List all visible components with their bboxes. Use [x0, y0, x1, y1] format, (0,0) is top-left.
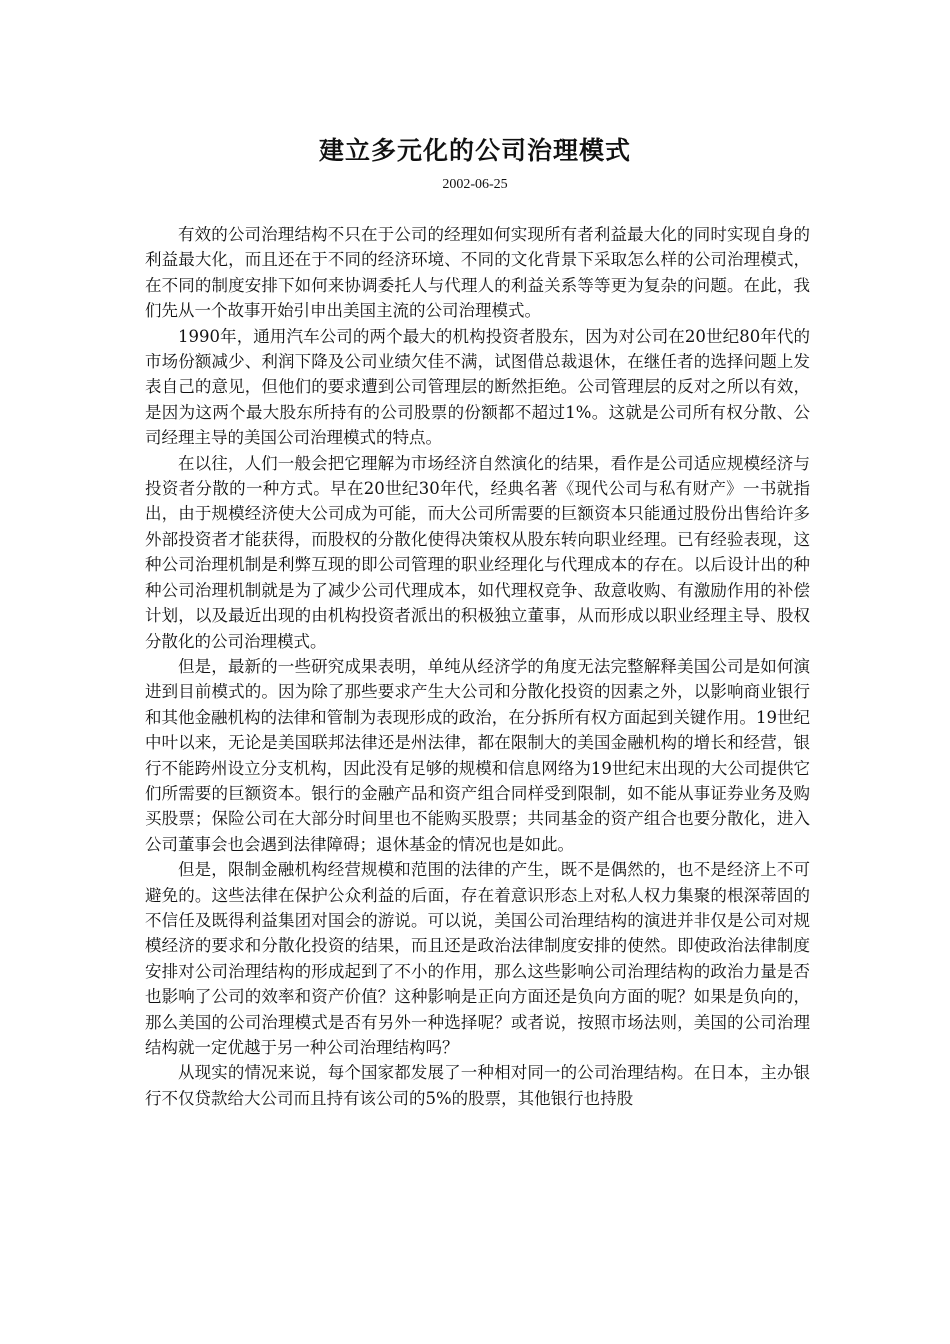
paragraph: 有效的公司治理结构不只在于公司的经理如何实现所有者利益最大化的同时实现自身的利益最大化，而且还在于不同的经济环境、不同的文化背景下采取怎么样的公司治理模式，在不同的制度安排下如何来协调委托人与代理人的利益关系等等更为复杂的问题。在此，我们先从一个故事开始引申出美国主流的公司治理模式。 — [145, 225, 810, 321]
paragraph: 从现实的情况来说，每个国家都发展了一种相对同一的公司治理结构。在日本，主办银行不仅贷款给大公司而且持有该公司的5%的股票，其他银行也持股 — [145, 1063, 810, 1108]
document-title: 建立多元化的公司治理模式 — [318, 136, 631, 165]
paragraph: 但是，最新的一些研究成果表明，单纯从经济学的角度无法完整解释美国公司是如何演进到目前模式的。因为除了那些要求产生大公司和分散化投资的因素之外，以影响商业银行和其他金融机构的法律和管制为表现形成的政治，在分拆所有权方面起到关键作用。19世纪中叶以来，无论是美国联邦法律还是州法律，都在限制大的美国金融机构的增长和经营，银行不能跨州设立分支机构，因此没有足够的规模和信息网络为19世纪末出现的大公司提供它们所需要的巨额资本。银行的金融产品和资产组合同样受到限制，如不能从事证券业务及购买股票；保险公司在大部分时间里也不能购买股票；共同基金的资产组合也要分散化，进入公司董事会也会遇到法律障碍；退休基金的情况也是如此。 — [145, 656, 810, 854]
document-date: 2002-06-25 — [442, 177, 508, 192]
paragraph: 在以往，人们一般会把它理解为市场经济自然演化的结果，看作是公司适应规模经济与投资者分散的一种方式。早在20世纪30年代，经典名著《现代公司与私有财产》一书就指出，由于规模经济使大公司成为可能，而大公司所需要的巨额资本只能通过股份出售给许多外部投资者才能获得，而股权的分散化使得决策权从股东转向职业经理。已有经验表现，这种公司治理机制是利弊互现的即公司管理的职业经理化与代理成本的存在。以后设计出的种种公司治理机制就是为了减少公司代理成本，如代理权竞争、敌意收购、有激励作用的补偿计划，以及最近出现的由机构投资者派出的积极独立董事，从而形成以职业经理主导、股权分散化的公司治理模式。 — [145, 453, 810, 651]
paragraph: 1990年，通用汽车公司的两个最大的机构投资者股东，因为对公司在20世纪80年代的市场份额减少、利润下降及公司业绩欠佳不满，试图借总裁退休，在继任者的选择问题上发表自己的意见，但他们的要求遭到公司管理层的断然拒绝。公司管理层的反对之所以有效，是因为这两个最大股东所持有的公司股票的份额都不超过1%。这就是公司所有权分散、公司经理主导的美国公司治理模式的特点。 — [145, 326, 810, 448]
document-body — [145, 222, 810, 1111]
paragraph: 但是，限制金融机构经营规模和范围的法律的产生，既不是偶然的，也不是经济上不可避免的。这些法律在保护公众利益的后面，存在着意识形态上对私人权力集聚的根深蒂固的不信任及既得利益集团对国会的游说。可以说，美国公司治理结构的演进并非仅是公司对规模经济的要求和分散化投资的结果，而且还是政治法律制度安排的使然。即使政治法律制度安排对公司治理结构的形成起到了不小的作用，那么这些影响公司治理结构的政治力量是否也影响了公司的效率和资产价值？这种影响是正向方面还是负向方面的呢？如果是负向的，那么美国的公司治理模式是否有另外一种选择呢？或者说，按照市场法则，美国的公司治理结构就一定优越于另一种公司治理结构吗？ — [145, 860, 810, 1057]
